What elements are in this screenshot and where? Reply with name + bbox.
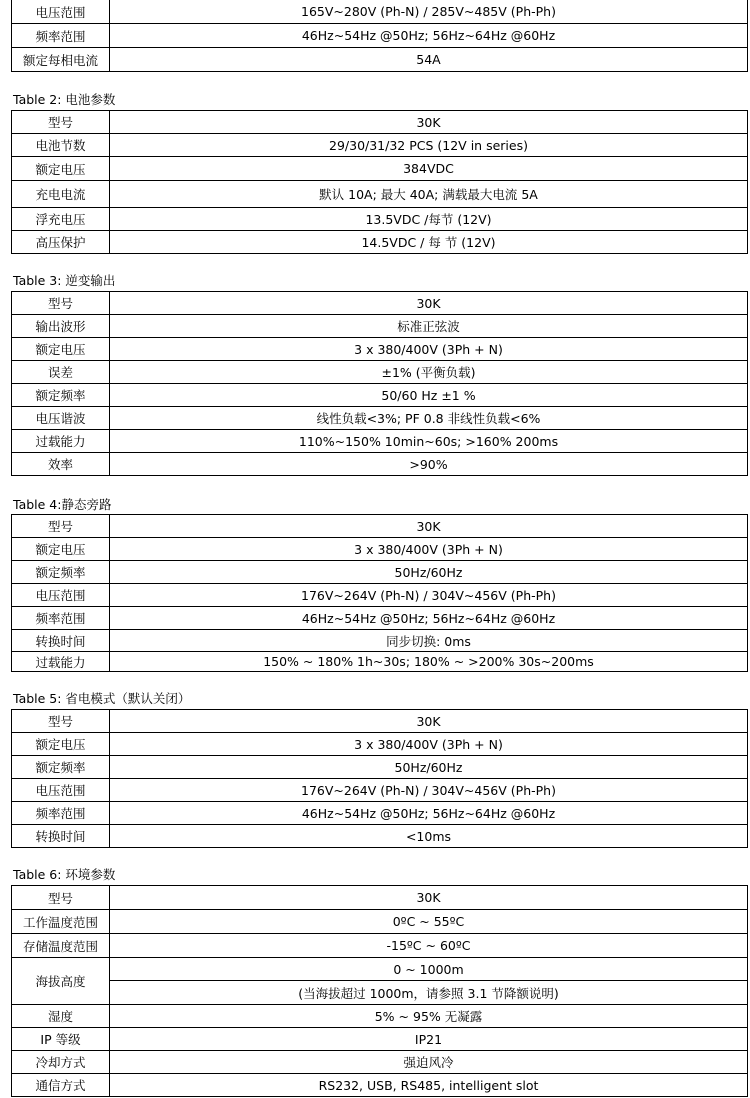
row-label: 型号 [12, 515, 110, 538]
row-value: 176V~264V (Ph-N) / 304V~456V (Ph-Ph) [110, 584, 748, 607]
table-row [12, 886, 748, 910]
table-row [12, 407, 748, 430]
table-row [12, 338, 748, 361]
row-value: 3 x 380/400V (3Ph + N) [110, 538, 748, 561]
table-row [12, 802, 748, 825]
table-row [12, 1005, 748, 1028]
row-value: >90% [110, 453, 748, 476]
row-value: 30K [110, 886, 748, 910]
table-3-caption: Table 3: 逆变输出 [13, 273, 116, 288]
row-label: IP 等级 [12, 1028, 110, 1051]
row-value: 强迫风冷 [110, 1051, 748, 1074]
row-label: 高压保护 [12, 231, 110, 254]
row-label: 存储温度范围 [12, 934, 110, 958]
row-value: 默认 10A; 最大 40A; 满载最大电流 5A [110, 181, 748, 208]
row-value: 30K [110, 292, 748, 315]
row-value: IP21 [110, 1028, 748, 1051]
row-label: 额定频率 [12, 756, 110, 779]
altitude-label: 海拔高度 [12, 958, 110, 1005]
row-value: 14.5VDC / 每 节 (12V) [110, 231, 748, 254]
row-value: 384VDC [110, 157, 748, 181]
row-label: 频率范围 [12, 802, 110, 825]
table-row [12, 208, 748, 231]
row-value: <10ms [110, 825, 748, 848]
row-label: 额定频率 [12, 561, 110, 584]
table-row [12, 910, 748, 934]
row-label: 型号 [12, 886, 110, 910]
table-row [12, 181, 748, 208]
row-label: 型号 [12, 292, 110, 315]
row-label: 转换时间 [12, 630, 110, 652]
table-row [12, 981, 748, 1005]
table-row [12, 384, 748, 407]
row-label: 电压范围 [12, 584, 110, 607]
table-5 [11, 709, 748, 848]
row-value: 13.5VDC /每节 (12V) [110, 208, 748, 231]
row-value: ±1% (平衡负载) [110, 361, 748, 384]
table-row [12, 24, 748, 48]
row-label: 过载能力 [12, 430, 110, 453]
row-value: 30K [110, 111, 748, 134]
row-value: 54A [110, 48, 748, 72]
row-label: 型号 [12, 111, 110, 134]
table-row [12, 607, 748, 630]
row-value: 50Hz/60Hz [110, 561, 748, 584]
table-row [12, 111, 748, 134]
row-value: 5% ~ 95% 无凝露 [110, 1005, 748, 1028]
table-6-caption: Table 6: 环境参数 [13, 867, 116, 882]
table-row [12, 710, 748, 733]
table-row [12, 958, 748, 981]
table-row [12, 0, 748, 24]
row-label: 电压范围 [12, 0, 110, 24]
row-value: 线性负载<3%; PF 0.8 非线性负载<6% [110, 407, 748, 430]
row-label: 误差 [12, 361, 110, 384]
table-row [12, 779, 748, 802]
table-row [12, 561, 748, 584]
table-row [12, 48, 748, 72]
table-2-caption: Table 2: 电池参数 [13, 92, 116, 107]
row-label: 工作温度范围 [12, 910, 110, 934]
row-value: 3 x 380/400V (3Ph + N) [110, 338, 748, 361]
table-row [12, 1074, 748, 1097]
row-label: 效率 [12, 453, 110, 476]
row-label: 转换时间 [12, 825, 110, 848]
row-value: 0ºC ~ 55ºC [110, 910, 748, 934]
row-value: 176V~264V (Ph-N) / 304V~456V (Ph-Ph) [110, 779, 748, 802]
table-row [12, 1051, 748, 1074]
table-row [12, 934, 748, 958]
table-row [12, 515, 748, 538]
table-row [12, 1028, 748, 1051]
table-row [12, 134, 748, 157]
row-label: 充电电流 [12, 181, 110, 208]
table-row [12, 733, 748, 756]
row-value: -15ºC ~ 60ºC [110, 934, 748, 958]
row-label: 湿度 [12, 1005, 110, 1028]
table-row [12, 315, 748, 338]
row-label: 电池节数 [12, 134, 110, 157]
table-2 [11, 110, 748, 254]
row-value: 50Hz/60Hz [110, 756, 748, 779]
table-row [12, 652, 748, 672]
row-label: 型号 [12, 710, 110, 733]
row-label: 输出波形 [12, 315, 110, 338]
row-value: 同步切换: 0ms [110, 630, 748, 652]
row-value: 46Hz~54Hz @50Hz; 56Hz~64Hz @60Hz [110, 24, 748, 48]
row-label: 额定电压 [12, 733, 110, 756]
table-4 [11, 514, 748, 672]
table-4-caption: Table 4:静态旁路 [13, 497, 112, 512]
altitude-note: (当海拔超过 1000m，请参照 3.1 节降额说明) [110, 981, 748, 1005]
row-value: 46Hz~54Hz @50Hz; 56Hz~64Hz @60Hz [110, 802, 748, 825]
row-value: RS232, USB, RS485, intelligent slot [110, 1074, 748, 1097]
table-row [12, 430, 748, 453]
row-label: 频率范围 [12, 607, 110, 630]
row-value: 30K [110, 515, 748, 538]
row-label: 通信方式 [12, 1074, 110, 1097]
altitude-value: 0 ~ 1000m [110, 958, 748, 981]
table-row [12, 584, 748, 607]
row-label: 浮充电压 [12, 208, 110, 231]
row-label: 额定电压 [12, 338, 110, 361]
table-row [12, 157, 748, 181]
row-label: 额定每相电流 [12, 48, 110, 72]
row-value: 标准正弦波 [110, 315, 748, 338]
row-label: 电压范围 [12, 779, 110, 802]
table-6 [11, 885, 748, 1097]
row-value: 30K [110, 710, 748, 733]
row-label: 冷却方式 [12, 1051, 110, 1074]
table-row [12, 231, 748, 254]
row-value: 3 x 380/400V (3Ph + N) [110, 733, 748, 756]
row-label: 额定电压 [12, 157, 110, 181]
table-row [12, 630, 748, 652]
table-row [12, 292, 748, 315]
row-value: 46Hz~54Hz @50Hz; 56Hz~64Hz @60Hz [110, 607, 748, 630]
row-label: 额定频率 [12, 384, 110, 407]
row-label: 过载能力 [12, 652, 110, 672]
row-label: 额定电压 [12, 538, 110, 561]
row-value: 165V~280V (Ph-N) / 285V~485V (Ph-Ph) [110, 0, 748, 24]
row-value: 150% ~ 180% 1h~30s; 180% ~ >200% 30s~200ms [110, 652, 748, 672]
row-value: 29/30/31/32 PCS (12V in series) [110, 134, 748, 157]
row-value: 50/60 Hz ±1 % [110, 384, 748, 407]
row-value: 110%~150% 10min~60s; >160% 200ms [110, 430, 748, 453]
row-label: 频率范围 [12, 24, 110, 48]
row-label: 电压谐波 [12, 407, 110, 430]
table-1-tail [11, 0, 748, 72]
table-row [12, 453, 748, 476]
table-row [12, 538, 748, 561]
table-row [12, 361, 748, 384]
table-row [12, 756, 748, 779]
table-3 [11, 291, 748, 476]
table-5-caption: Table 5: 省电模式（默认关闭） [13, 691, 191, 706]
table-row [12, 825, 748, 848]
